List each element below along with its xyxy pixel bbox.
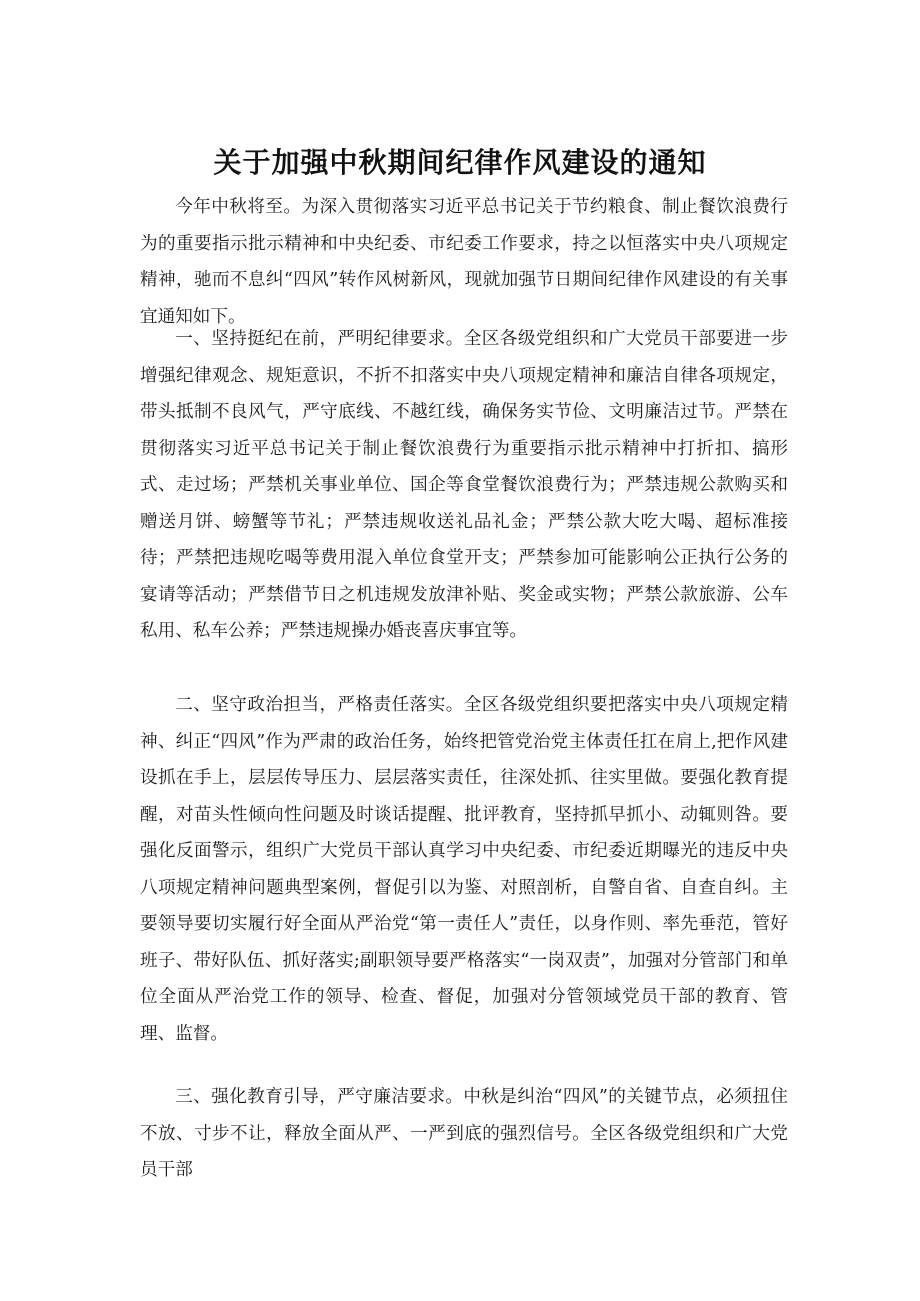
paragraph-section-3: 三、强化教育引导，严守廉洁要求。中秋是纠治“四风”的关键节点，必须扭住不放、寸步不让，释放全面从严、一严到底的强烈信号。全区各级党组织和广大党员干部 [140, 1087, 788, 1180]
paragraph-section-1: 一、坚持挺纪在前，严明纪律要求。全区各级党组织和广大党员干部要进一步增强纪律观念、规矩意识，不折不扣落实中央八项规定精神和廉洁自律各项规定，带头抵制不良风气，严守底线、不越红线，确保务实节俭、文明廉洁过节。严禁在贯彻落实习近平总书记关于制止餐饮浪费行为重要指示批示精神中打折扣、搞形式、走过场；严禁机关事业单位、国企等食堂餐饮浪费行为；严禁违规公款购买和赠送月饼、螃蟹等节礼；严禁违规收送礼品礼金；严禁公款大吃大喝、超标准接待；严禁把违规吃喝等费用混入单位食堂开支；严禁参加可能影响公正执行公务的宴请等活动；严禁借节日之机违规发放津补贴、奖金或实物；严禁公款旅游、公车私用、私车公养；严禁违规操办婚丧喜庆事宜等。 [140, 329, 788, 641]
paragraph-section-2: 二、坚守政治担当，严格责任落实。全区各级党组织要把落实中央八项规定精神、纠正“四风”作为严肃的政治任务，始终把管党治党主体责任扛在肩上,把作风建设抓在手上，层层传导压力、层层落实责任，往深处抓、往实里做。要强化教育提醒，对苗头性倾向性问题及时谈话提醒、批评教育，坚持抓早抓小、动辄则咎。要强化反面警示，组织广大党员干部认真学习中央纪委、市纪委近期曝光的违反中央八项规定精神问题典型案例，督促引以为鉴、对照剖析，自警自省、自查自纠。主要领导要切实履行好全面从严治党“第一责任人”责任，以身作则、率先垂范，管好班子、带好队伍、抓好落实;副职领导要严格落实“一岗双责”，加强对分管部门和单位全面从严治党工作的领导、检查、督促，加强对分管领域党员干部的教育、管理、监督。 [140, 695, 788, 1044]
document-title: 关于加强中秋期间纪律作风建设的通知 [213, 145, 707, 179]
paragraph-intro: 今年中秋将至。为深入贯彻落实习近平总书记关于节约粮食、制止餐饮浪费行为的重要指示批示精神和中央纪委、市纪委工作要求，持之以恒落实中央八项规定精神，驰而不息纠“四风”转作风树新风，现就加强节日期间纪律作风建设的有关事宜通知如下。 [140, 197, 788, 327]
